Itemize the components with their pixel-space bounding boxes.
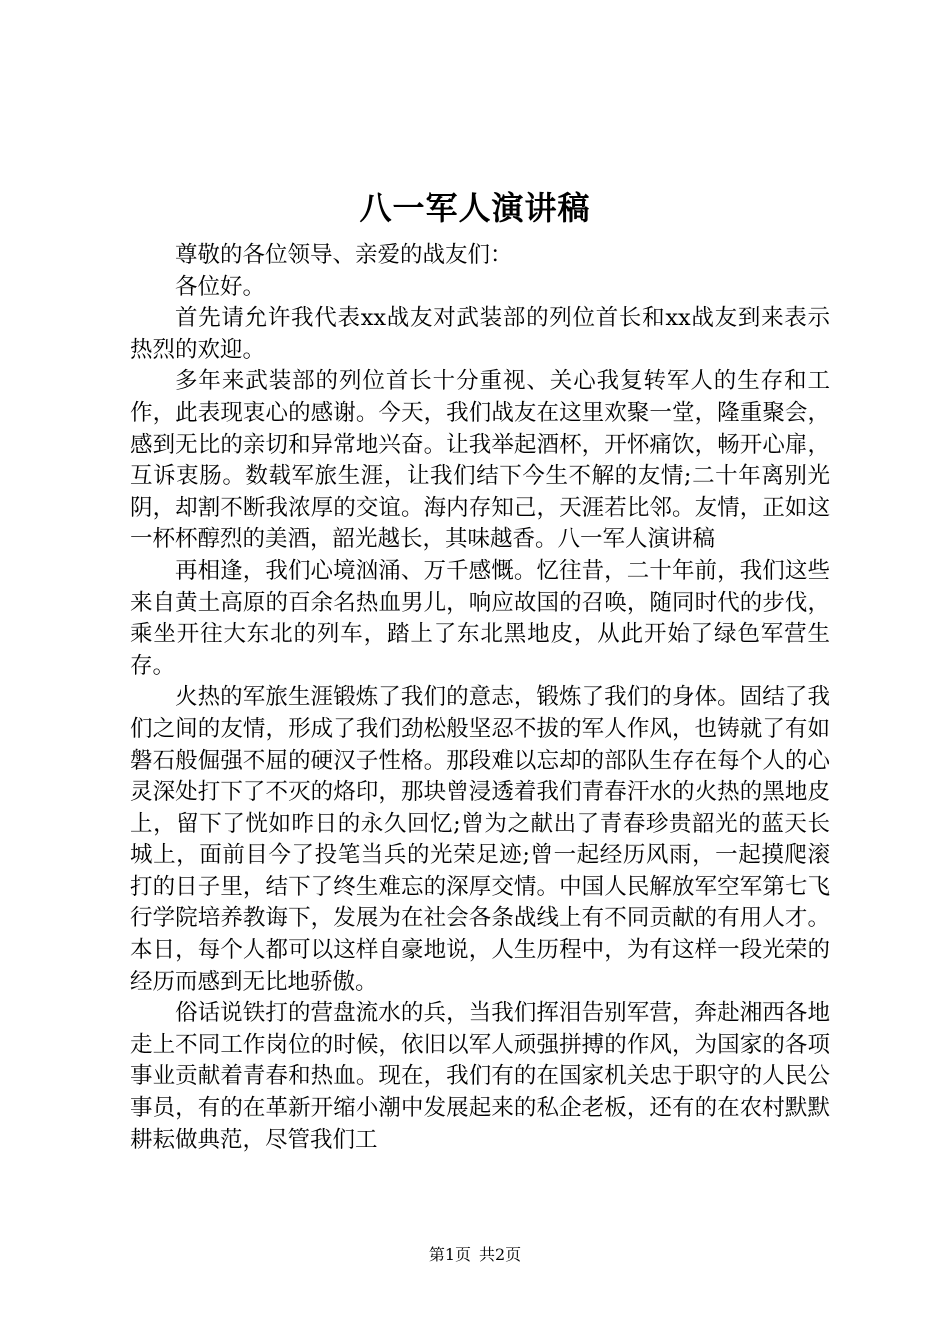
page-footer (0, 1244, 950, 1266)
paragraph-military-life: 火热的军旅生涯锻炼了我们的意志，锻炼了我们的身体。固结了我们之间的友情，形成了我们劲松般坚忍不拔的军人作风，也铸就了有如磐石般倔强不屈的硬汉子性格。那段难以忘却的部队生存在每个人的心灵深处打下了不灭的烙印，那块曾浸透着我们青春汗水的火热的黑地皮上，留下了恍如昨日的永久回忆;曾为之献出了青春珍贵韶光的蓝天长城上，面前目今了投笔当兵的光荣足迹;曾一起经历风雨，一起摸爬滚打的日子里，结下了终生难忘的深厚交情。中国人民解放军空军第七飞行学院培养教诲下，发展为在社会各条战线上有不同贡献的有用人才。本日，每个人都可以这样自豪地说，人生历程中，为有这样一段光荣的经历而感到无比地骄傲。 (130, 684, 830, 995)
paragraph-after-service: 俗话说铁打的营盘流水的兵，当我们挥泪告别军营，奔赴湘西各地走上不同工作岗位的时候，依旧以军人顽强拼搏的作风，为国家的各项事业贡献着青春和热血。现在，我们有的在国家机关忠于职守的人民公事员，有的在革新开缩小潮中发展起来的私企老板，还有的在农村默默耕耘做典范，尽管我们工 (130, 1000, 830, 1153)
paragraph-welcome: 首先请允许我代表xx战友对武装部的列位首长和xx战友到来表示热烈的欢迎。 (130, 305, 830, 363)
page-total: 共2页 (479, 1245, 522, 1264)
paragraph-greeting: 各位好。 (175, 273, 266, 300)
page-number: 第1页 (428, 1245, 471, 1264)
paragraph-salutation: 尊敬的各位领导、亲爱的战友们： (175, 242, 513, 268)
document-body (130, 240, 830, 1156)
paragraph-reunion: 再相逢，我们心境汹涌、万千感慨。忆往昔，二十年前，我们这些来自黄土高原的百余名热血男儿，响应故国的召唤，随同时代的步伐，乘坐开往大东北的列车，踏上了东北黑地皮，从此开始了绿色军营生存。 (130, 557, 830, 679)
document-title: 八一军人演讲稿 (359, 189, 591, 227)
paragraph-gratitude: 多年来武装部的列位首长十分重视、关心我复转军人的生存和工作，此表现衷心的感谢。今天，我们战友在这里欢聚一堂，隆重聚会，感到无比的亲切和异常地兴奋。让我举起酒杯，开怀痛饮，畅开心扉，互诉衷肠。数载军旅生涯，让我们结下今生不解的友情;二十年离别光阴，却割不断我浓厚的交谊。海内存知己，天涯若比邻。友情，正如这一杯杯醇烈的美酒，韶光越长，其味越香。八一军人演讲稿 (130, 368, 830, 553)
